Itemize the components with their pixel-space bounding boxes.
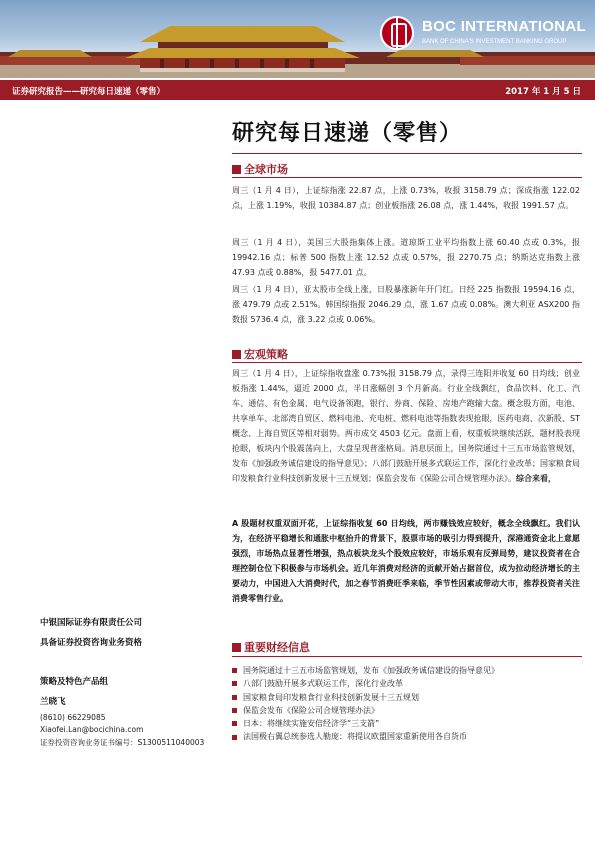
bullet-square-icon — [232, 735, 237, 740]
section-heading-text: 重要财经信息 — [244, 641, 310, 654]
bullet-square-icon — [232, 708, 237, 713]
list-item-text: 法国极右翼总统参选人勒庞：将提议欧盟国家重新使用各自货币 — [243, 732, 467, 742]
list-item — [232, 677, 582, 690]
list-item — [232, 717, 582, 730]
company-name: 中银国际证券有限责任公司 — [40, 618, 143, 628]
list-item — [232, 664, 582, 677]
finance-news-list — [232, 664, 582, 744]
list-item — [232, 704, 582, 717]
list-item-text: 保监会发布《保险公司合规管理办法》 — [243, 705, 379, 715]
qualification: 具备证券投资咨询业务资格 — [40, 638, 143, 648]
breadcrumb: 证券研究报告——研究每日速递（零售） — [12, 87, 166, 97]
section-heading-macro — [232, 346, 288, 362]
analyst-phone: (8610) 66229085 — [40, 713, 106, 722]
macro-bold-paragraph: A 股题材权重双面开花，上证综指收复 60 日均线，两市赚钱效应较好，概念全线飘红。我们认为，在经济平稳增长和通胀中枢抬升的背景下，股票市场的吸引力得到提升，深港通资金北上意愿强烈，市场热点显著性增强，热点板块龙头个股效应较好，市场乐观有反弹局势，建议投资者在合理控制仓位下积极参与市场机会。近几年消费对经济的贡献开始占据首位，成为拉动经济增长的主要动力，中国进入大消费时代，加之春节消费旺季来临，季节性因素或带动大市，推荐投资者关注消费零售行业。 — [232, 519, 580, 603]
analyst-email[interactable]: Xiaofei.Lan@bocichina.com — [40, 725, 144, 734]
list-item-text: 日本：将继续实施安倍经济学“三支箭” — [243, 719, 380, 729]
logo-subtitle: BANK OF CHINA'S INVESTMENT BANKING GROUP — [422, 39, 567, 45]
logo-name: BOC INTERNATIONAL — [422, 18, 586, 35]
list-item — [232, 691, 582, 704]
list-item-text: 国家粮食局印发粮食行业科技创新发展十三五规划 — [243, 692, 419, 702]
global-paragraph-1: 周三（1 月 4 日），上证综指涨 22.87 点，上涨 0.73%，收报 3158.79 点；深成指涨 122.02 点，上涨 1.19%，收报 10384.87 点；创业板指涨 26.08 点，涨 1.44%，收报 1991.57 点。 — [232, 186, 580, 210]
section-square-icon — [232, 350, 241, 359]
section-heading-text: 全球市场 — [244, 163, 288, 176]
header-banner — [0, 0, 595, 78]
bullet-square-icon — [232, 721, 237, 726]
section-square-icon — [232, 165, 241, 174]
list-item — [232, 730, 582, 743]
macro-paragraph-text: 周三（1 月 4 日），上证综指收盘涨 0.73%报 3158.79 点，录得三连阳并收复 60 日均线；创业板指涨 1.44%，逼近 2000 点，半日涨幅创 3 个月新高。行业全线飘红，食品饮料、化工、汽车、通信、有色金属、电气设备领跑，银行、券商、保险、房地产跑输大盘。概念股方面，电池、共享单车、北部湾自贸区、燃料电池、充电桩、燃料电池等指数表现抢眼，医药电商、次新股、ST 概念、上海自贸区等相对弱势。两市成交 4503 亿元。盘面上看，权重板块继续活跃，题材股表现抢眼，板块内个股震荡向上，大盘呈现普涨格局。消息层面上，国务院通过十三五市场监管规划，发布《加强政务诚信建设的指导意见》；八部门鼓励开展多式联运工作，深化行业改革；国家粮食局印发粮食行业科技创新发展十三五规划；保监会发布《保险公司合规管理办法》。 — [232, 369, 580, 483]
boc-logo-icon — [380, 16, 414, 50]
section-heading-text: 宏观策略 — [244, 348, 288, 361]
bullet-square-icon — [232, 681, 237, 686]
section-heading-global — [232, 161, 288, 177]
title-divider — [232, 153, 582, 154]
team-name: 策略及特色产品组 — [40, 677, 109, 687]
list-item-text: 八部门鼓励开展多式联运工作，深化行业改革 — [243, 679, 403, 689]
global-paragraph-2: 周三（1 月 4 日），美国三大股指集体上涨。道琼斯工业平均指数上涨 60.40 点或 0.3%，报 19942.16 点；标普 500 指数上涨 12.52 点或 0.57%，报 2270.75 点；纳斯达克指数上涨 47.93 点或 0.88%，报 5477.01 点。 — [232, 238, 580, 277]
report-header-bar — [0, 80, 595, 100]
section-divider — [232, 177, 582, 178]
macro-paragraph — [232, 366, 580, 486]
section-heading-finance — [232, 639, 310, 655]
macro-paragraph-tail: 综合来看， — [516, 474, 556, 483]
list-item-text: 国务院通过十三五市场监管规划，发布《加强政务诚信建设的指导意见》 — [243, 666, 499, 675]
analyst-name: 兰晓飞 — [40, 697, 66, 707]
section-divider — [232, 656, 582, 657]
section-square-icon — [232, 643, 241, 652]
boc-logo — [380, 14, 585, 58]
report-date: 2017 年 1 月 5 日 — [505, 87, 581, 97]
bullet-square-icon — [232, 668, 237, 673]
bullet-square-icon — [232, 695, 237, 700]
global-paragraph-3: 周三（1 月 4 日），亚太股市全线上涨，日股暴涨新年开门红。日经 225 指数报 19594.16 点，涨 479.79 点或 2.51%。韩国综指报 2046.29 点，涨 1.67 点或 0.08%。澳大利亚 ASX200 指数报 5736.4 点，涨 3.22 点或 0.06%。 — [232, 285, 580, 324]
page-title: 研究每日速递（零售） — [232, 120, 463, 146]
section-divider — [232, 362, 582, 363]
license-number: 证券投资咨询业务证书编号：S1300511040003 — [40, 738, 205, 747]
